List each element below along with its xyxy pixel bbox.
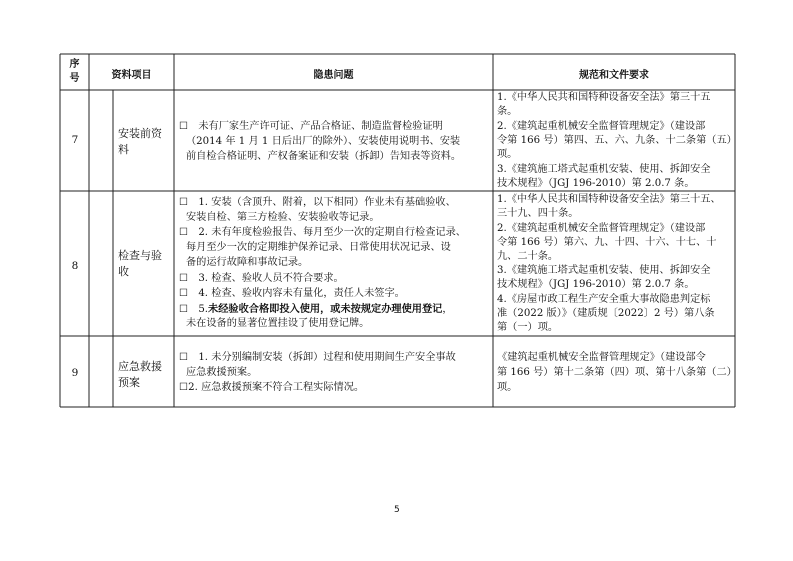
row-7-standard-line: 2.《建筑起重机械安全监督管理规定》（建设部 — [497, 121, 706, 132]
row-8-standard-line: 准（2022 版）》（建质规〔2022〕2 号）第八条 — [497, 308, 715, 319]
row-8-issue-line: ☐ 4. 检查、验收内容未有量化，责任人未签字。 — [179, 288, 405, 299]
row-9-issue-line: ☐ 1. 未分别编制安装（拆卸）过程和使用期间生产安全事故 — [179, 352, 456, 363]
page-number: 5 — [394, 505, 400, 515]
row-8-issue-line: 未在设备的显著位置挂设了使用登记牌。 — [186, 318, 370, 329]
row-8-issue-line: 安装自检、第三方检验、安装验收等记录。 — [186, 212, 380, 223]
row-7-standard-line: 1.《中华人民共和国特种设备安全法》第三十五 — [497, 92, 711, 103]
row-8-standard-line: 三十九、四十条。 — [497, 208, 579, 219]
row-9-issue-line: 应急救援预案。 — [186, 367, 258, 378]
row-7-issue-line: （2014 年 1 月 1 日后出厂的除外）、安装使用说明书、安装 — [186, 136, 461, 147]
row-8-standard-line: 3.《建筑施工塔式起重机安装、使用、拆卸安全 — [497, 265, 711, 276]
row-7-item: 安装前资料 — [118, 127, 162, 156]
row-9-standard-line: 第 166 号）第十二条第（四）项、第十八条第（二） — [497, 367, 737, 378]
row-8-standard-line: 第（一）项。 — [497, 322, 559, 333]
row-7-standard-line: 令第 166 号）第四、五、六、九条、十二条第（五） — [497, 135, 737, 146]
row-8-issue-line: ☐ 1. 安装（含顶升、附着，以下相同）作业未有基础验收、 — [179, 197, 456, 208]
row-8-standard-line: 技术规程》（JGJ 196-2010）第 2.0.7 条。 — [497, 279, 695, 290]
row-7-issue-line: 前自检合格证明、产权备案证和安装（拆卸）告知表等资料。 — [186, 151, 462, 162]
header-standard: 规范和文件要求 — [579, 70, 649, 81]
row-7-issue-line: ☐ 未有厂家生产许可证、产品合格证、制造监督检验证明 — [179, 121, 443, 132]
row-7-standard-line: 技术规程》（JGJ 196-2010）第 2.0.7 条。 — [497, 178, 695, 189]
row-7-standard-line: 条。 — [497, 106, 518, 117]
row-7-standard-line: 项。 — [497, 149, 518, 160]
issue-5-prefix: ☐ 5. — [179, 304, 209, 315]
row-9-standard-line: 项。 — [497, 382, 518, 393]
header-no — [62, 58, 87, 86]
issue-5-end: ， — [442, 304, 453, 315]
row-8-item: 检查与验收 — [118, 249, 162, 278]
row-9-item: 应急救援预案 — [118, 360, 162, 389]
header-issue: 隐患问题 — [313, 70, 354, 81]
row-8-issue-5-line — [179, 302, 453, 318]
row-9-issue-line: ☐2. 应急救援预案不符合工程实际情况。 — [179, 382, 365, 393]
row-8-issue-line: 备的运行故障和事故记录。 — [186, 257, 309, 268]
row-8-standard-line: 2.《建筑起重机械安全监督管理规定》（建设部 — [497, 223, 706, 234]
row-8-number: 8 — [71, 260, 79, 272]
row-8-standard-line: 令第 166 号）第六、九、十四、十六、十七、十 — [497, 237, 717, 248]
header-no-text: 序号 — [69, 59, 80, 84]
row-8-standard-line: 九、二十条。 — [497, 251, 559, 262]
row-8-standard-line: 4.《房屋市政工程生产安全重大事故隐患判定标 — [497, 294, 711, 305]
row-8-standard-line: 1.《中华人民共和国特种设备安全法》第三十五、 — [497, 194, 721, 205]
row-7-number: 7 — [71, 134, 79, 146]
issue-5-bold: 未经验收合格即投入使用，或未按规定办理使用登记 — [208, 303, 443, 315]
row-8-issue-line: ☐ 3. 检查、验收人员不符合要求。 — [179, 273, 344, 284]
row-9-number: 9 — [71, 367, 79, 379]
row-9-standard-line: 《建筑起重机械安全监督管理规定》（建设部令 — [497, 352, 706, 363]
row-8-issue-line: 每月至少一次的定期维护保养记录、日常使用状况记录、设 — [186, 242, 451, 253]
row-7-standard-line: 3.《建筑施工塔式起重机安装、使用、拆卸安全 — [497, 164, 711, 175]
header-material: 资料项目 — [111, 70, 152, 81]
row-8-issue-line: ☐ 2. 未有年度检验报告、每月至少一次的定期自行检查记录、 — [179, 227, 466, 238]
